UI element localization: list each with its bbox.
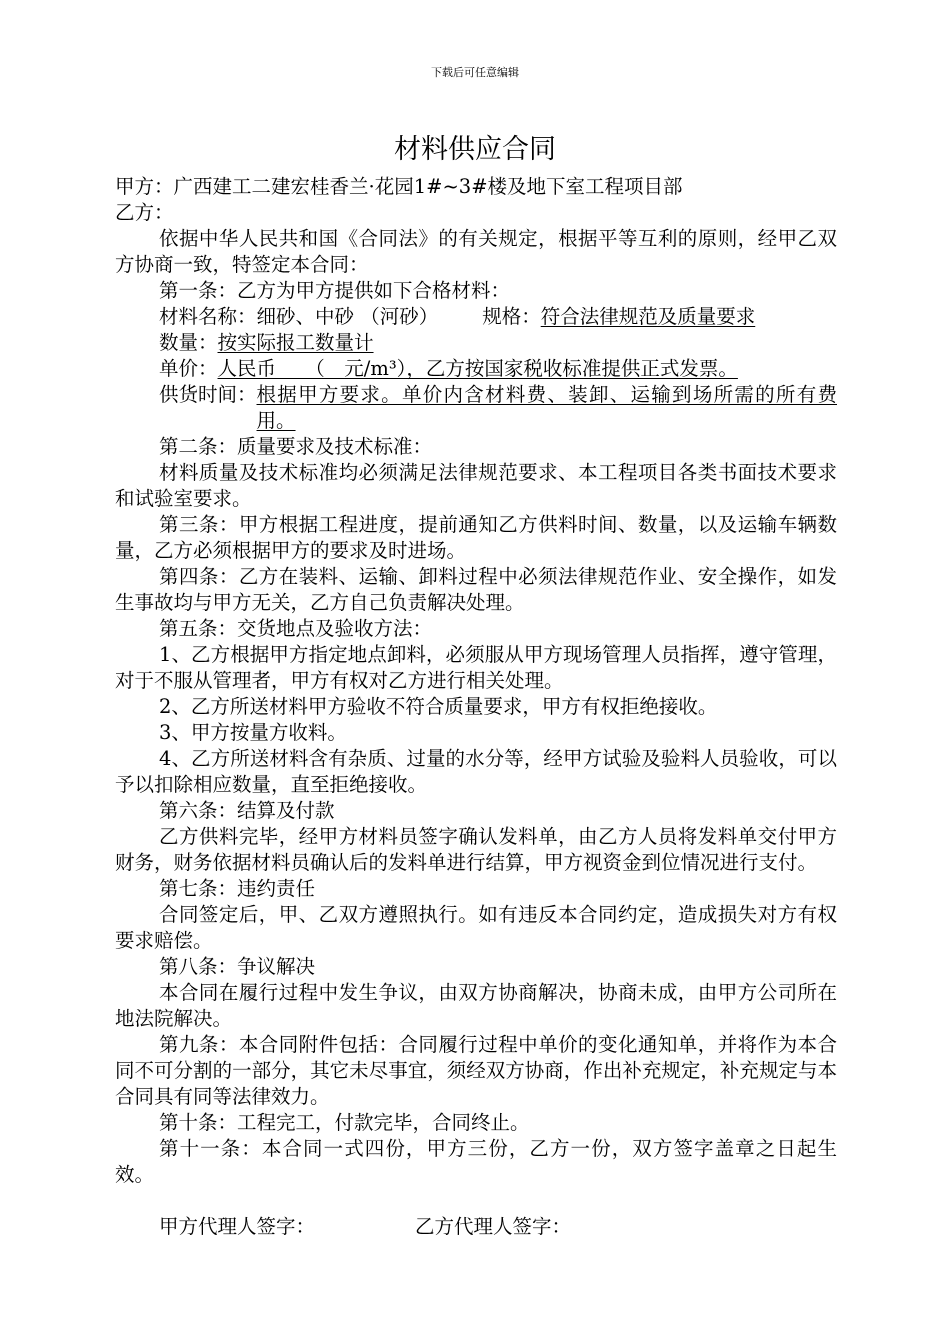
spec-label: 规格： [482, 305, 541, 328]
supply-time-line [115, 382, 837, 434]
document-title: 材料供应合同 [394, 134, 556, 165]
article-7-heading: 第七条：违约责任 [159, 877, 316, 900]
material-name: 材料名称：细砂、中砂 （河砂） [159, 305, 439, 328]
article-8-heading: 第八条：争议解决 [159, 955, 316, 978]
article-5-item-1: 1、乙方根据甲方指定地点卸料，必须服从甲方现场管理人员指挥，遵守管理，对于不服从管理者，甲方有权对乙方进行相关处理。 [115, 643, 837, 692]
article-6-heading: 第六条：结算及付款 [159, 799, 335, 822]
price-line [115, 356, 837, 382]
article-10-text: 第十条：工程完工，付款完毕，合同终止。 [159, 1111, 530, 1134]
supply-time-label: 供货时间： [159, 383, 257, 406]
contract-body [115, 174, 837, 1240]
intro-paragraph: 依据中华人民共和国《合同法》的有关规定，根据平等互利的原则，经甲乙双方协商一致，特签定本合同： [115, 227, 837, 276]
article-2-text: 材料质量及技术标准均必须满足法律规范要求、本工程项目各类书面技术要求和试验室要求。 [115, 461, 837, 510]
supply-time-value: 根据甲方要求。单价内含材料费、装卸、运输到场所需的所有费用。 [256, 383, 837, 432]
article-8-text: 本合同在履行过程中发生争议，由双方协商解决，协商未成，由甲方公司所在地法院解决。 [115, 981, 837, 1030]
article-1-heading: 第一条：乙方为甲方提供如下合格材料： [159, 279, 511, 302]
article-3-text: 第三条：甲方根据工程进度，提前通知乙方供料时间、数量，以及运输车辆数量，乙方必须根据甲方的要求及时进场。 [115, 513, 837, 562]
article-9-text: 第九条：本合同附件包括：合同履行过程中单价的变化通知单，并将作为本合同不可分割的一部分，其它未尽事宜，须经双方协商，作出补充规定，补充规定与本合同具有同等法律效力。 [115, 1033, 837, 1108]
party-b: 乙方： [115, 201, 174, 224]
header-note: 下载后可任意编辑 [431, 66, 519, 79]
quantity-label: 数量： [159, 331, 218, 354]
article-7-text: 合同签定后，甲、乙双方遵照执行。如有违反本合同约定，造成损失对方有权要求赔偿。 [115, 903, 837, 952]
material-line [115, 304, 837, 330]
article-11-text: 第十一条：本合同一式四份，甲方三份，乙方一份，双方签字盖章之日起生效。 [115, 1137, 837, 1186]
price-label: 单价： [159, 357, 218, 380]
quantity-line [115, 330, 837, 356]
article-5-heading: 第五条：交货地点及验收方法： [159, 617, 433, 640]
party-a: 甲方：广西建工二建宏桂香兰·花园1#~3#楼及地下室工程项目部 [115, 175, 683, 198]
article-5-item-3: 3、甲方按量方收料。 [159, 721, 347, 744]
party-b-signature: 乙方代理人签字： [415, 1215, 572, 1238]
spec-value: 符合法律规范及质量要求 [540, 305, 756, 328]
quantity-value: 按实际报工数量计 [217, 331, 374, 354]
signature-line [115, 1214, 837, 1240]
article-6-text: 乙方供料完毕，经甲方材料员签字确认发料单，由乙方人员将发料单交付甲方财务，财务依据材料员确认后的发料单进行结算，甲方视资金到位情况进行支付。 [115, 825, 837, 874]
party-a-signature: 甲方代理人签字： [159, 1215, 316, 1238]
article-2-heading: 第二条：质量要求及技术标准： [159, 435, 433, 458]
price-value: 人民币 （ 元/m³），乙方按国家税收标准提供正式发票。 [217, 357, 738, 380]
article-5-item-4: 4、乙方所送材料含有杂质、过量的水分等，经甲方试验及验料人员验收，可以予以扣除相应数量，直至拒绝接收。 [115, 747, 837, 796]
article-4-text: 第四条：乙方在装料、运输、卸料过程中必须法律规范作业、安全操作，如发生事故均与甲方无关，乙方自己负责解决处理。 [115, 565, 837, 614]
article-5-item-2: 2、乙方所送材料甲方验收不符合质量要求，甲方有权拒绝接收。 [159, 695, 718, 718]
